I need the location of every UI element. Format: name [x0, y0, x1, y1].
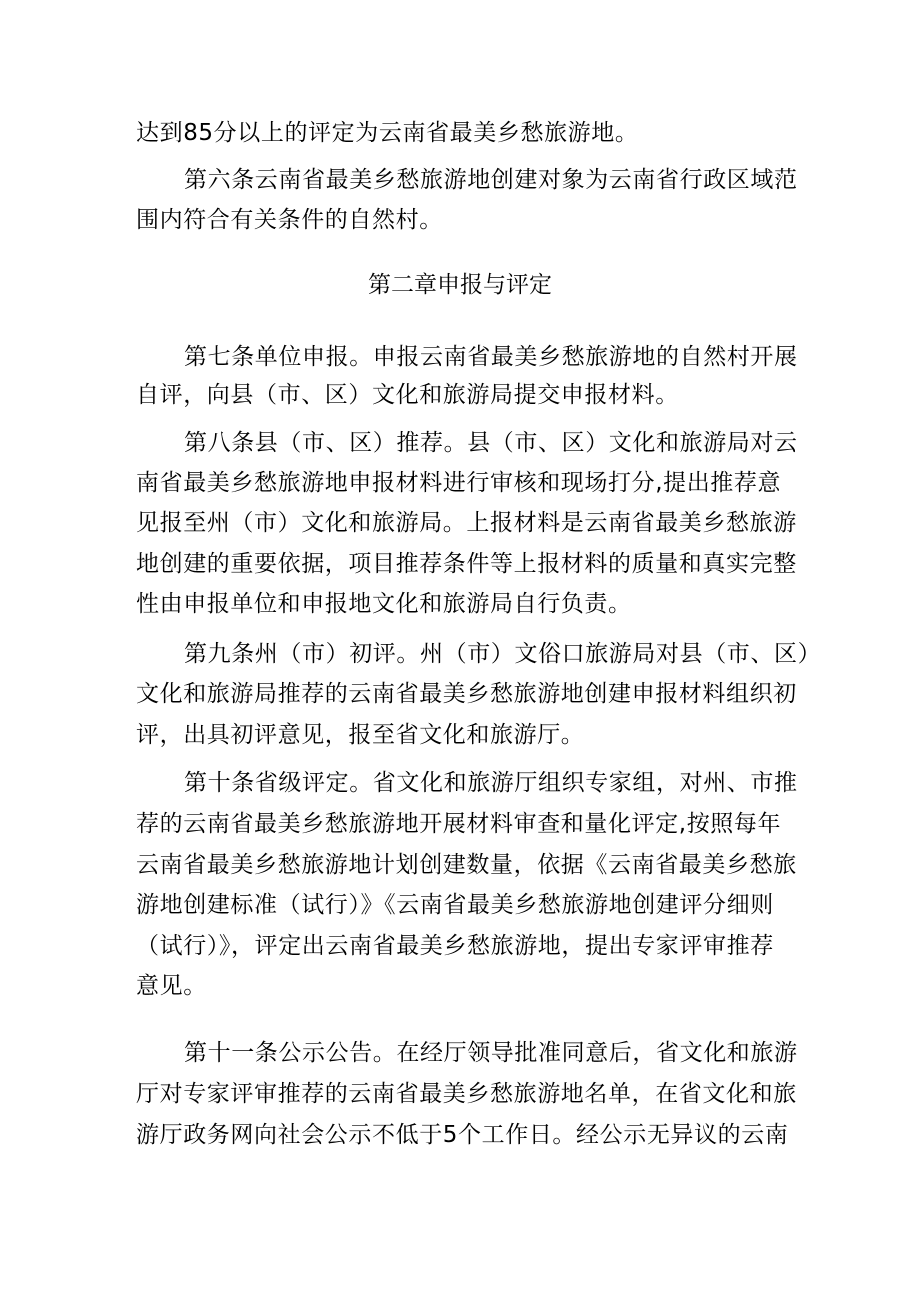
text-line: 性由申报单位和申报地文化和旅游局自行负责。	[136, 591, 632, 617]
text-line: 第七条单位申报。申报云南省最美乡愁旅游地的自然村开展	[184, 344, 798, 370]
text-line: 荐的云南省最美乡愁旅游地开展材料审查和量化评定,按照每年	[136, 811, 782, 837]
text-line: 围内符合有关条件的自然村。	[136, 207, 443, 233]
text-line: 评，出具初评意见，报至省文化和旅游厅。	[136, 722, 585, 748]
chapter-heading: 第二章申报与评定	[368, 272, 552, 298]
text-line: 地创建的重要依据，项目推荐条件等上报材料的质量和真实完整	[136, 551, 797, 577]
text-line: 第九条州（市）初评。州（市）文俗口旅游局对县（市、区）	[184, 641, 822, 667]
text-line: 意见。	[136, 973, 207, 999]
text-line: 南省最美乡愁旅游地申报材料进行审核和现场打分,提出推荐意	[136, 470, 782, 496]
text-line: 达到85分以上的评定为云南省最美乡愁旅游地。	[136, 120, 639, 146]
text-line: 第十一条公示公告。在经厅领导批准同意后，省文化和旅游	[184, 1040, 798, 1066]
text-line: 云南省最美乡愁旅游地计划创建数量，依据《云南省最美乡愁旅	[136, 852, 797, 878]
text-line: 第六条云南省最美乡愁旅游地创建对象为云南省行政区域范	[184, 167, 798, 193]
text-line: 第十条省级评定。省文化和旅游厅组织专家组，对州、市推	[184, 770, 798, 796]
text-line: 厅对专家评审推荐的云南省最美乡愁旅游地名单，在省文化和旅	[136, 1081, 797, 1107]
text-line: 第八条县（市、区）推荐。县（市、区）文化和旅游局对云	[184, 430, 798, 456]
text-line: 游厅政务网向社会公示不低于5个工作日。经公示无异议的云南	[136, 1122, 789, 1148]
text-line: （试行）》，评定出云南省最美乡愁旅游地，提出专家评审推荐	[136, 933, 774, 959]
text-line: 文化和旅游局推荐的云南省最美乡愁旅游地创建申报材料组织初	[136, 681, 797, 707]
text-line: 游地创建标准（试行）》《云南省最美乡愁旅游地创建评分细则	[136, 892, 774, 918]
text-line: 自评，向县（市、区）文化和旅游局提交申报材料。	[136, 382, 679, 408]
text-line: 见报至州（市）文化和旅游局。上报材料是云南省最美乡愁旅游	[136, 510, 797, 536]
